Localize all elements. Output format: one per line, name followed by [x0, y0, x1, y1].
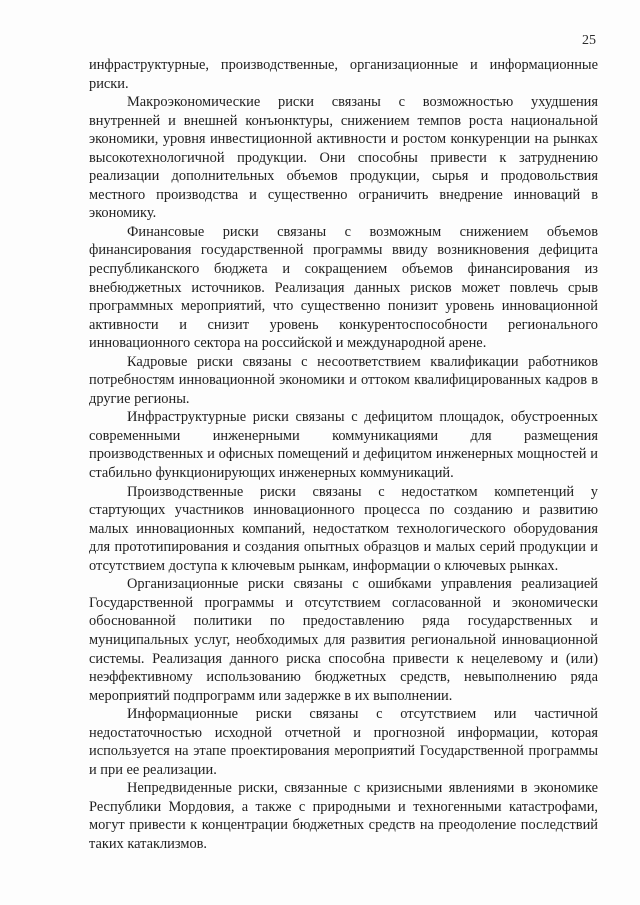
paragraph-organizational-risks: Организационные риски связаны с ошибками управления реализацией Государственной программы и отсутствием согласованной и экономически обоснованной политики по предоставлению ряда государственных и муниципальных услуг, необходимых для развития региональной инновационной системы. Реализация данного риска способна привести к нецелевому и (или) неэффективному использованию бюджетных средств, невыполнению ряда мероприятий подпрограмм или задержке в их выполнении. — [89, 576, 598, 704]
paragraph-infrastructure-risks: Инфраструктурные риски связаны с дефицитом площадок, обустроенных современными инженерными коммуникациями для размещения производственных и офисных помещений и дефицитом инженерных мощностей и стабильно функционирующих инженерных коммуникаций. — [89, 409, 598, 482]
paragraph-continuation: инфраструктурные, производственные, организационные и информационные риски. — [89, 57, 598, 92]
paragraph-unforeseen-risks: Непредвиденные риски, связанные с кризисными явлениями в экономике Республики Мордовия, а также с природными и техногенными катастрофами, могут привести к концентрации бюджетных средств на преодоление последствий таких катаклизмов. — [89, 780, 598, 852]
paragraph-financial-risks: Финансовые риски связаны с возможным снижением объемов финансирования государственной программы ввиду возникновения дефицита республиканского бюджета и сокращением объемов финансирования из внебюджетных источников. Реализация данных рисков может повлечь срыв программных мероприятий, что существенно понизит уровень инновационной активности и снизит уровень конкурентоспособности регионального инновационного сектора на российской и международной арене. — [89, 223, 598, 352]
page-number: 25 — [582, 33, 596, 48]
document-body — [89, 56, 598, 854]
paragraph-production-risks: Производственные риски связаны с недостатком компетенций у стартующих участников инновационного процесса по созданию и развитию малых инновационных компаний, недостатком технологического оборудования для прототипирования и создания опытных образцов и малых серий продукции и отсутствием доступа к ключевым рынкам, информации о ключевых рынках. — [89, 483, 598, 574]
paragraph-personnel-risks: Кадровые риски связаны с несоответствием квалификации работников потребностям инновационной экономики и оттоком квалифицированных кадров в другие регионы. — [89, 353, 598, 407]
paragraph-macroeconomic-risks: Макроэкономические риски связаны с возможностью ухудшения внутренней и внешней конъюнктуры, снижением темпов роста национальной экономики, уровня инвестиционной активности и ростом конкуренции на рынках высокотехнологичной продукции. Они способны привести к затруднению реализации дополнительных объемов продукции, сырья и продовольствия местного производства и существенно ограничить внедрение инноваций в экономику. — [89, 94, 598, 222]
paragraph-information-risks: Информационные риски связаны с отсутствием или частичной недостаточностью исходной отчетной и прогнозной информации, которая используется на этапе проектирования мероприятий Государственной программы и при ее реализации. — [89, 706, 598, 778]
